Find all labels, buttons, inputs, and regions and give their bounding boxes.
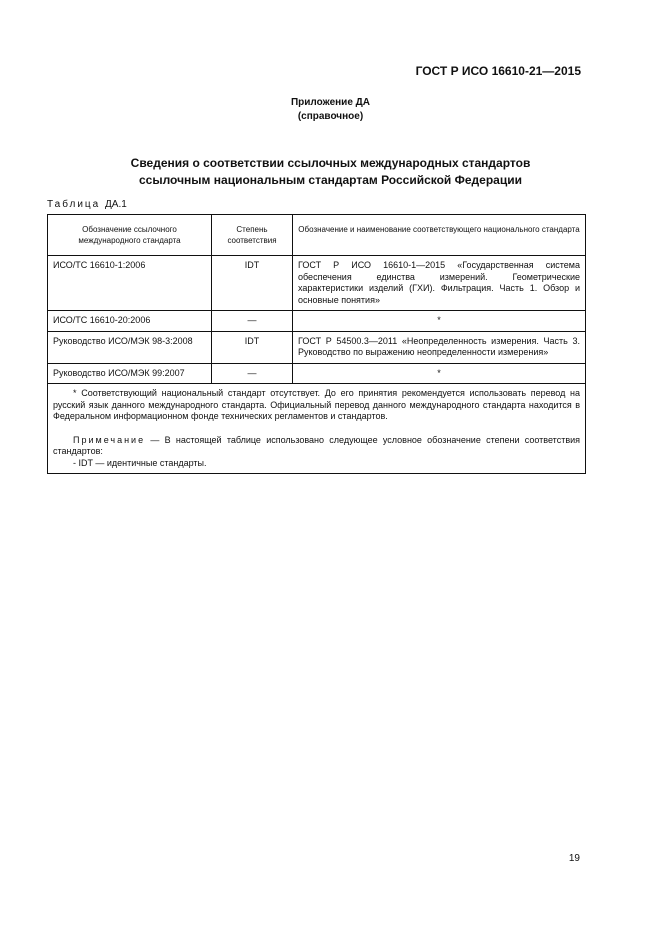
header-degree: Степень соответствия	[212, 215, 293, 256]
page-number: 19	[568, 853, 580, 864]
cell-national: ГОСТ Р ИСО 16610-1—2015 «Государственная система обеспечения единства измерений. Геометрические характеристики изделий (ГХИ). Фильтрация. Часть 1. Обзор и основные понятия»	[293, 256, 586, 311]
cell-degree: —	[212, 363, 293, 384]
table-footnote-row	[48, 384, 586, 474]
table-footnote-cell	[48, 384, 586, 474]
note-label: Примечание	[73, 434, 146, 445]
cell-intl: Руководство ИСО/МЭК 98-3:2008	[48, 331, 212, 363]
table-header-row	[48, 215, 586, 256]
cell-national: ГОСТ Р 54500.3—2011 «Неопределенность измерения. Часть 3. Руководство по выражению неопределенности измерения»	[293, 331, 586, 363]
appendix-subtitle: (справочное)	[297, 111, 364, 122]
cell-intl: ИСО/ТС 16610-1:2006	[48, 256, 212, 311]
appendix-title: Приложение ДА	[290, 97, 371, 108]
cell-degree: IDT	[212, 331, 293, 363]
note-item: - IDT — идентичные стандарты.	[73, 457, 207, 468]
note-text: — В настоящей таблице использовано следующее условное обозначение степени соответствия стандартов:	[53, 434, 580, 456]
table-row	[48, 331, 586, 363]
table-label-id: ДА.1	[105, 199, 127, 210]
table-label-word: Таблица	[47, 199, 101, 210]
document-title-line-1: Сведения о соответствии ссылочных международных стандартов	[130, 156, 531, 170]
document-title-line-2: ссылочным национальным стандартам Российской Федерации	[139, 173, 522, 187]
table-row	[48, 256, 586, 311]
document-code-header: ГОСТ Р ИСО 16610-21—2015	[415, 64, 581, 78]
footnote-text: * Соответствующий национальный стандарт отсутствует. До его принятия рекомендуется использовать перевод на русский язык данного международного стандарта. Официальный перевод данного международного стандарта находится в Федеральном информационном фонде технических регламентов и стандартов.	[53, 388, 580, 421]
cell-national: *	[293, 311, 586, 332]
cell-intl: Руководство ИСО/МЭК 99:2007	[48, 363, 212, 384]
header-national-standard: Обозначение и наименование соответствующего национального стандарта	[293, 215, 586, 256]
appendix-heading	[0, 96, 661, 124]
table-label	[47, 199, 127, 210]
cell-national: *	[293, 363, 586, 384]
table-row	[48, 311, 586, 332]
table-row	[48, 363, 586, 384]
note-paragraph	[53, 435, 580, 458]
document-title	[0, 155, 661, 189]
header-intl-standard: Обозначение ссылочного международного стандарта	[48, 215, 212, 256]
standards-table	[47, 214, 586, 474]
cell-degree: IDT	[212, 256, 293, 311]
cell-intl: ИСО/ТС 16610-20:2006	[48, 311, 212, 332]
cell-degree: —	[212, 311, 293, 332]
